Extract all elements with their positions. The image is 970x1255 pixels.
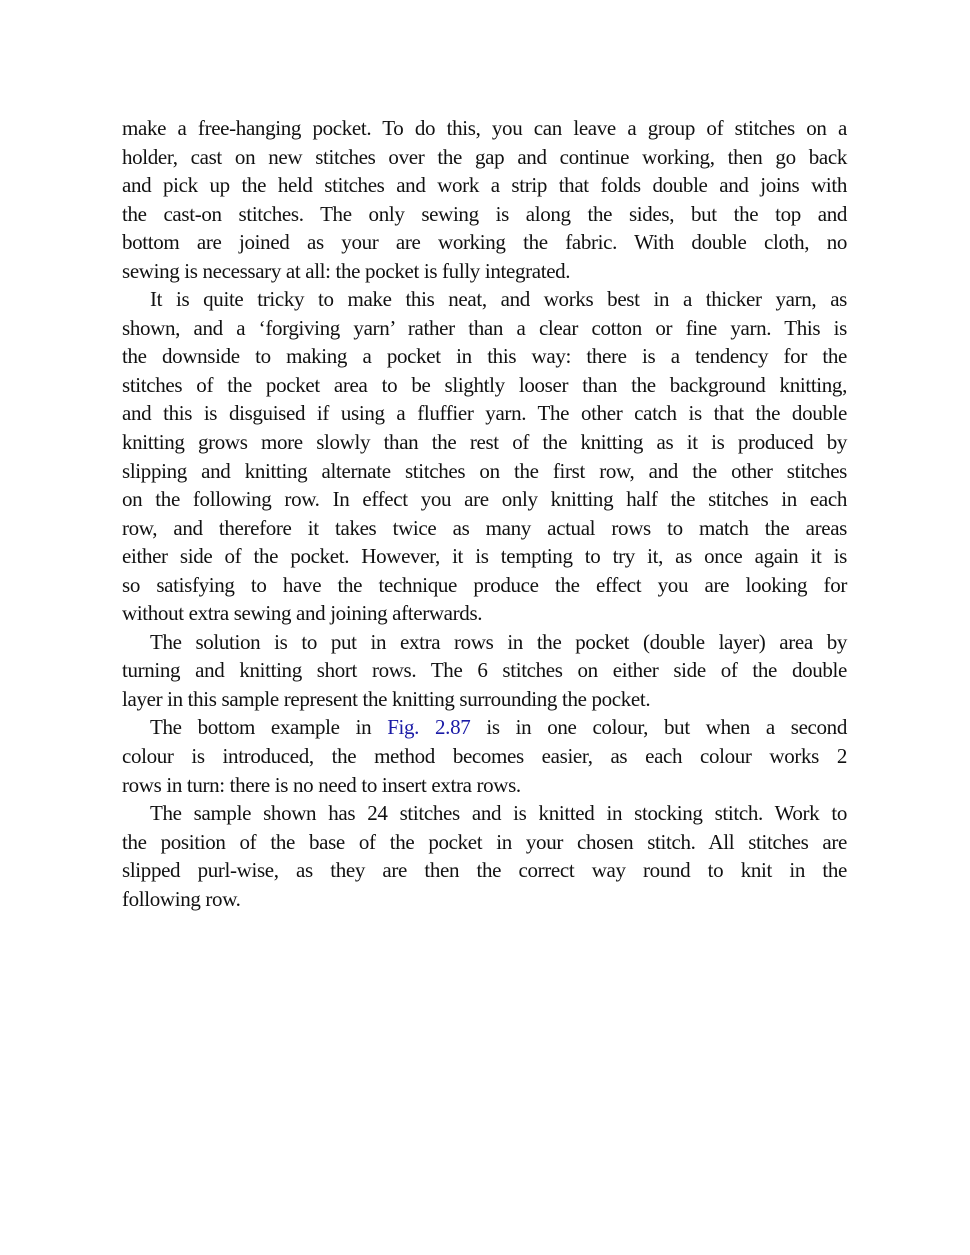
text-line: and pick up the held stitches and work a strip that folds double and joins with bbox=[122, 173, 847, 198]
text-fragment: The bottom example in bbox=[150, 715, 372, 740]
text-line bbox=[122, 713, 847, 742]
text-line: the position of the base of the pocket in your chosen stitch. All stitches are bbox=[122, 829, 847, 854]
text-line: make a free-hanging pocket. To do this, you can leave a group of stitches on a bbox=[122, 116, 847, 140]
text-line: bottom are joined as your are working the fabric. With double cloth, no bbox=[122, 230, 847, 255]
paragraph-5 bbox=[122, 799, 847, 913]
body-text bbox=[122, 114, 847, 913]
text-line: knitting grows more slowly than the rest of the knitting as it is produced by bbox=[122, 430, 847, 455]
text-line: The sample shown has 24 stitches and is knitted in stocking stitch. Work to bbox=[150, 801, 847, 826]
text-line: sewing is necessary at all: the pocket is fully integrated. bbox=[122, 258, 571, 283]
text-line: on the following row. In effect you are only knitting half the stitches in each bbox=[122, 487, 847, 512]
text-line: so satisfying to have the technique produce the effect you are looking for bbox=[122, 572, 847, 597]
text-line: row, and therefore it takes twice as many actual rows to match the areas bbox=[122, 515, 847, 540]
paragraph-2 bbox=[122, 285, 847, 628]
text-line: holder, cast on new stitches over the gap and continue working, then go back bbox=[122, 144, 847, 169]
paragraph-1 bbox=[122, 114, 847, 285]
text-line: the cast-on stitches. The only sewing is along the sides, but the top and bbox=[122, 201, 847, 226]
text-line: colour is introduced, the method becomes easier, as each colour works 2 bbox=[122, 744, 847, 769]
paragraph-4 bbox=[122, 713, 847, 799]
text-line: rows in turn: there is no need to insert extra rows. bbox=[122, 772, 521, 797]
text-line: shown, and a ‘forgiving yarn’ rather than a clear cotton or fine yarn. This is bbox=[122, 315, 847, 340]
text-line: The solution is to put in extra rows in the pocket (double layer) area by bbox=[150, 629, 847, 654]
paragraph-3 bbox=[122, 628, 847, 714]
text-line: stitches of the pocket area to be slightly looser than the background knitting, bbox=[122, 372, 847, 397]
text-line: the downside to making a pocket in this way: there is a tendency for the bbox=[122, 344, 847, 369]
text-line: It is quite tricky to make this neat, and works best in a thicker yarn, as bbox=[150, 287, 847, 312]
text-line: following row. bbox=[122, 886, 241, 911]
text-line: either side of the pocket. However, it is tempting to try it, as once again it is bbox=[122, 544, 847, 569]
text-line: slipped purl-wise, as they are then the correct way round to knit in the bbox=[122, 858, 847, 883]
text-line: and this is disguised if using a fluffier yarn. The other catch is that the double bbox=[122, 401, 847, 426]
text-line: layer in this sample represent the knitting surrounding the pocket. bbox=[122, 686, 651, 711]
figure-reference-link[interactable]: Fig. 2.87 bbox=[387, 715, 471, 740]
text-line: without extra sewing and joining afterwards. bbox=[122, 601, 483, 626]
text-fragment: is in one colour, but when a second bbox=[486, 715, 847, 740]
text-line: slipping and knitting alternate stitches on the first row, and the other stitches bbox=[122, 458, 847, 483]
text-line: turning and knitting short rows. The 6 stitches on either side of the double bbox=[122, 658, 847, 683]
